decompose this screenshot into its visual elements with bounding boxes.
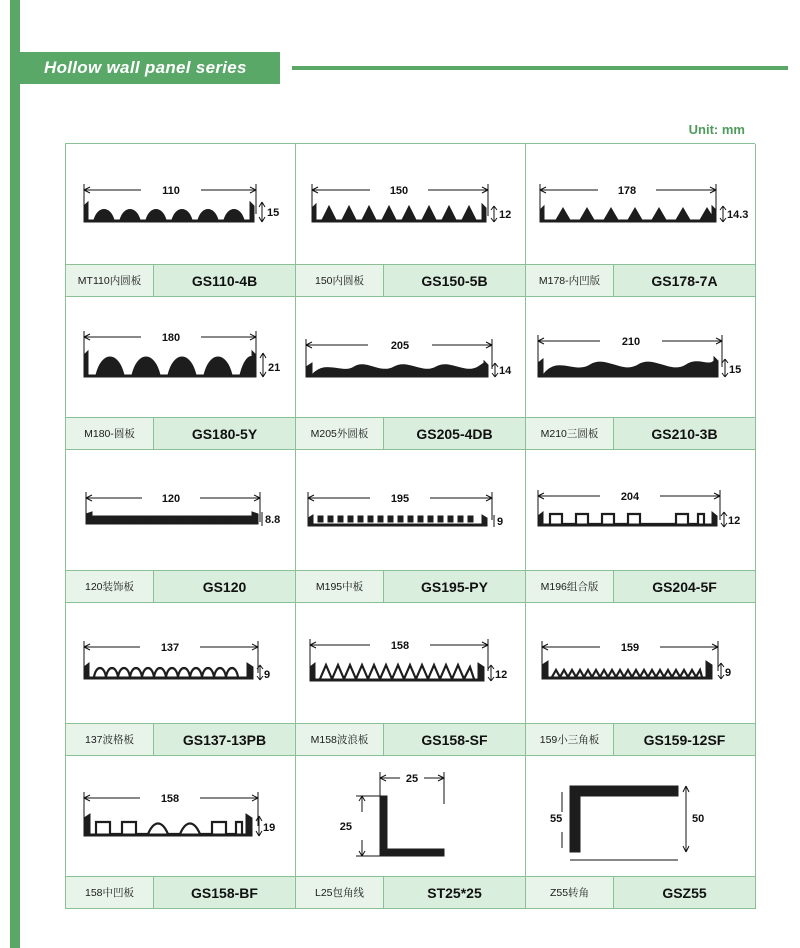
cell-labels bbox=[66, 876, 295, 908]
product-cell bbox=[296, 603, 526, 756]
cell-labels bbox=[66, 264, 295, 296]
product-cell bbox=[66, 603, 296, 756]
product-code: GS158-BF bbox=[154, 877, 295, 908]
product-cell bbox=[526, 144, 756, 297]
product-code: GS137-13PB bbox=[154, 724, 295, 755]
dim-width: 178 bbox=[617, 185, 637, 197]
product-name-cn: L25包角线 bbox=[296, 877, 384, 908]
product-code: GS158-SF bbox=[384, 724, 525, 755]
product-name-cn: 158中凹板 bbox=[66, 877, 154, 908]
product-name-cn: MT110内圆板 bbox=[66, 265, 154, 296]
table-row bbox=[66, 450, 755, 603]
product-code: GS180-5Y bbox=[154, 418, 295, 449]
page-title: Hollow wall panel series bbox=[44, 58, 247, 77]
header-rule bbox=[292, 66, 788, 70]
product-name-cn: M196组合版 bbox=[526, 571, 614, 602]
product-name-cn: M158波浪板 bbox=[296, 724, 384, 755]
dim-width: 158 bbox=[390, 640, 410, 652]
dim-height: 15 bbox=[729, 364, 742, 376]
profile-drawing-beads bbox=[66, 450, 295, 570]
cell-labels bbox=[66, 723, 295, 755]
dim-height: 8.8 bbox=[265, 514, 281, 526]
dim-height: 19 bbox=[263, 822, 276, 834]
dim-height: 9 bbox=[725, 667, 732, 679]
dim-height: 12 bbox=[499, 209, 512, 221]
cell-labels bbox=[526, 264, 755, 296]
product-code: GSZ55 bbox=[614, 877, 755, 908]
dim-height: 25 bbox=[339, 821, 352, 833]
product-cell bbox=[296, 450, 526, 603]
cell-labels bbox=[526, 417, 755, 449]
dim-height: 12 bbox=[728, 515, 741, 527]
dim-width: 137 bbox=[160, 642, 180, 654]
dim-height: 9 bbox=[264, 669, 271, 681]
table-row bbox=[66, 144, 755, 297]
dim-height: 14.3 bbox=[727, 209, 749, 221]
dim-width: 195 bbox=[390, 493, 410, 505]
cell-labels bbox=[66, 570, 295, 602]
profile-drawing-spikes-7 bbox=[526, 144, 755, 264]
product-cell bbox=[526, 297, 756, 450]
dim-height: 14 bbox=[499, 365, 512, 377]
cell-labels bbox=[296, 723, 525, 755]
profile-drawing-spikes-5 bbox=[296, 144, 525, 264]
product-code: GS150-5B bbox=[384, 265, 525, 296]
product-name-cn: M178-内凹版 bbox=[526, 265, 614, 296]
product-code: GS178-7A bbox=[614, 265, 755, 296]
dim-width: 150 bbox=[389, 185, 409, 197]
product-cell bbox=[296, 144, 526, 297]
profile-drawing-mixed-158 bbox=[66, 756, 295, 876]
product-cell bbox=[526, 450, 756, 603]
dim-height: 9 bbox=[497, 516, 504, 528]
product-code: ST25*25 bbox=[384, 877, 525, 908]
dim-width: 25 bbox=[405, 773, 419, 785]
cell-labels bbox=[66, 417, 295, 449]
cell-labels bbox=[296, 417, 525, 449]
cell-labels bbox=[526, 723, 755, 755]
left-accent-bar bbox=[10, 0, 20, 948]
cell-labels bbox=[526, 876, 755, 908]
profile-drawing-l-angle bbox=[296, 756, 525, 876]
dim-height: 21 bbox=[268, 362, 281, 374]
product-name-cn: 120装饰板 bbox=[66, 571, 154, 602]
product-cell bbox=[66, 450, 296, 603]
profile-drawing-arches-4 bbox=[66, 144, 295, 264]
profile-drawing-wave-4 bbox=[296, 297, 525, 417]
product-cell bbox=[526, 756, 756, 909]
product-cell bbox=[296, 297, 526, 450]
product-code: GS110-4B bbox=[154, 265, 295, 296]
product-cell bbox=[66, 144, 296, 297]
cell-labels bbox=[296, 264, 525, 296]
product-cell bbox=[296, 756, 526, 909]
product-name-cn: M180-圆板 bbox=[66, 418, 154, 449]
profile-drawing-square-teeth bbox=[526, 450, 755, 570]
dim-width: 205 bbox=[390, 340, 410, 352]
product-code: GS120 bbox=[154, 571, 295, 602]
dim-height: 12 bbox=[495, 669, 508, 681]
dim-width: 180 bbox=[161, 332, 181, 344]
profile-drawing-round-teeth-13 bbox=[66, 603, 295, 723]
dim-width: 158 bbox=[160, 793, 180, 805]
profile-drawing-arches-5 bbox=[66, 297, 295, 417]
table-row bbox=[66, 756, 755, 909]
cell-labels bbox=[296, 570, 525, 602]
product-cell bbox=[526, 603, 756, 756]
profile-drawing-wave-3 bbox=[526, 297, 755, 417]
dim-width: 159 bbox=[620, 642, 640, 654]
unit-note: Unit: mm bbox=[688, 122, 745, 137]
product-grid bbox=[65, 143, 755, 909]
product-code: GS204-5F bbox=[614, 571, 755, 602]
cell-labels bbox=[296, 876, 525, 908]
product-name-cn: M210三圆板 bbox=[526, 418, 614, 449]
product-code: GS159-12SF bbox=[614, 724, 755, 755]
dim-width: 120 bbox=[161, 493, 181, 505]
dim-width: 55 bbox=[550, 813, 563, 825]
product-code: GS195-PY bbox=[384, 571, 525, 602]
table-row bbox=[66, 603, 755, 756]
product-name-cn: M205外圆板 bbox=[296, 418, 384, 449]
dim-width: 110 bbox=[162, 185, 180, 197]
product-name-cn: M195中板 bbox=[296, 571, 384, 602]
dim-width: 210 bbox=[621, 336, 641, 348]
product-code: GS210-3B bbox=[614, 418, 755, 449]
dim-height: 15 bbox=[267, 207, 280, 219]
product-name-cn: 137波格板 bbox=[66, 724, 154, 755]
dim-width: 204 bbox=[620, 491, 640, 503]
table-row bbox=[66, 297, 755, 450]
product-cell bbox=[66, 297, 296, 450]
header bbox=[20, 52, 800, 84]
profile-drawing-fine-teeth bbox=[296, 450, 525, 570]
dim-height: 50 bbox=[692, 813, 705, 825]
product-name-cn: 159小三角板 bbox=[526, 724, 614, 755]
profile-drawing-small-triangles bbox=[526, 603, 755, 723]
product-name-cn: 150内圆板 bbox=[296, 265, 384, 296]
profile-drawing-corner-z bbox=[526, 756, 755, 876]
product-cell bbox=[66, 756, 296, 909]
cell-labels bbox=[526, 570, 755, 602]
product-code: GS205-4DB bbox=[384, 418, 525, 449]
product-name-cn: Z55转角 bbox=[526, 877, 614, 908]
profile-drawing-sawtooth bbox=[296, 603, 525, 723]
